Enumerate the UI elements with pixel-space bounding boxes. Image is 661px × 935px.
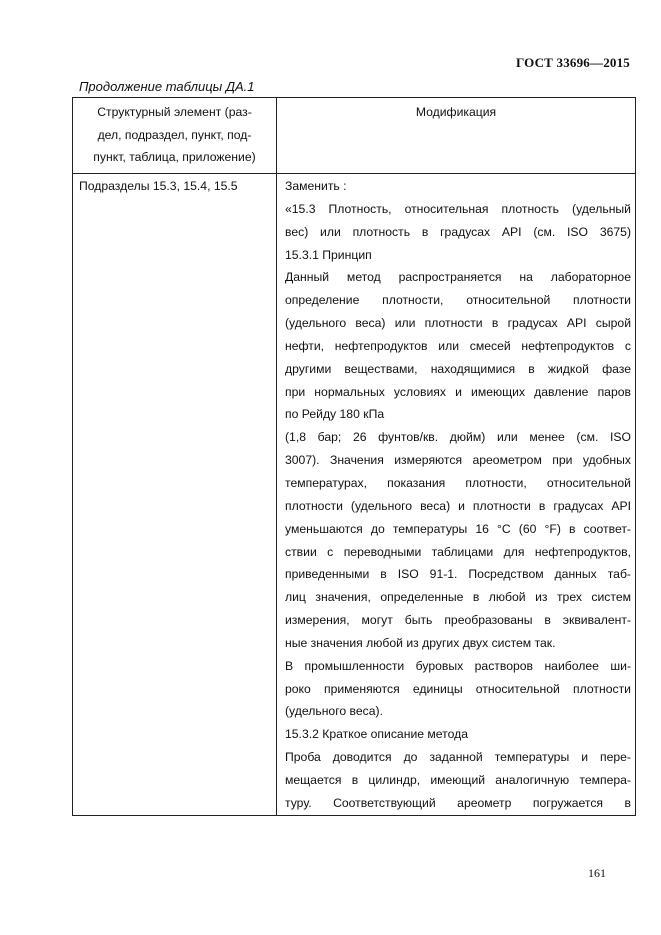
text-line: роко применяются единицы относительной плотности	[285, 681, 631, 696]
header-modification: Модификация	[415, 105, 497, 119]
text-line: 15.3.1 Принцип	[285, 247, 372, 262]
header-line: пункт, таблица, приложение)	[93, 150, 256, 164]
row-modification-text	[285, 175, 631, 815]
text-line: приведенными в ISO 91-1. Посредством данных таб-	[285, 567, 631, 582]
page-number: 161	[588, 866, 606, 880]
text-line: определение плотности, относительной плотности	[285, 293, 631, 308]
table-continuation-caption: Продолжение таблицы ДА.1	[79, 79, 255, 94]
text-line: (удельного веса).	[285, 704, 383, 719]
column-divider	[276, 98, 277, 815]
text-line: температурах, показания плотности, относительной	[285, 475, 631, 490]
text-line: «15.3 Плотность, относительная плотность (удельный	[285, 201, 631, 216]
text-line: Заменить :	[285, 179, 347, 193]
text-line: (удельного веса) или плотности в градусах API сырой	[285, 316, 631, 331]
header-line: дел, подраздел, пункт, под-	[97, 127, 252, 142]
text-line: ствии с переводными таблицами для нефтепродуктов,	[285, 544, 631, 559]
text-line: 3007). Значения измеряются ареометром при удобных	[285, 453, 631, 468]
text-line: туру. Соответствующий ареометр погружается в	[285, 795, 631, 810]
text-line: лиц значения, определенные в любой из трех систем	[285, 590, 631, 605]
text-line: В промышленности буровых растворов наиболее ши-	[285, 658, 631, 673]
text-line: вес) или плотность в градусах API (см. ISO 3675)	[285, 224, 631, 239]
text-line: (1,8 бар; 26 фунтов/кв. дюйм) или менее (см. ISO	[285, 430, 631, 445]
header-structural-element	[73, 101, 276, 169]
text-line: плотности (удельного веса) и плотности в градусах API	[285, 498, 631, 513]
text-line: другими веществами, находящимися в жидкой фазе	[285, 361, 631, 376]
text-line: нефти, нефтепродуктов или смесей нефтепродуктов с	[285, 338, 631, 353]
text-line: 15.3.2 Краткое описание метода	[285, 727, 469, 742]
text-line: Проба доводится до заданной температуры и пере-	[285, 750, 631, 765]
text-line: ные значения любой из других двух систем так.	[285, 635, 556, 650]
modification-table	[72, 97, 636, 816]
text-line: при нормальных условиях и имеющих давление паров	[285, 384, 631, 399]
text-line: Данный метод распространяется на лабораторное	[285, 270, 631, 285]
text-line: мещается в цилиндр, имеющий аналогичную темпера-	[285, 772, 631, 787]
text-line: уменьшаются до температуры 16 °С (60 °F) в соответ-	[285, 521, 631, 536]
text-line: измерения, могут быть преобразованы в эквивалент-	[285, 613, 631, 628]
row-structural-element: Подразделы 15.3, 15.4, 15.5	[79, 179, 238, 193]
document-standard-header: ГОСТ 33696—2015	[515, 55, 630, 70]
text-line: по Рейду 180 кПа	[285, 407, 385, 422]
header-line: Структурный элемент (раз-	[97, 105, 252, 119]
